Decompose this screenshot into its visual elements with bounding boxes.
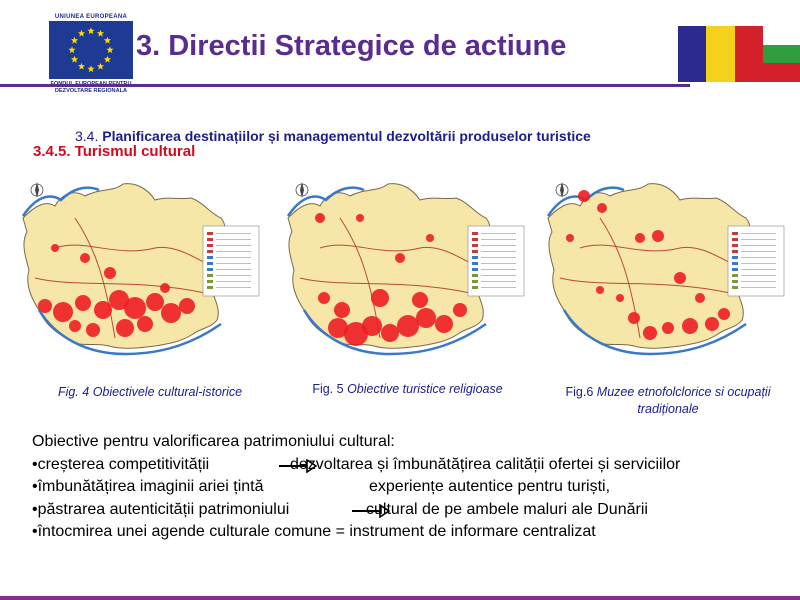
map-religious-icon <box>280 178 530 373</box>
list-item <box>32 499 648 522</box>
objective-left: •creșterea competitivității <box>32 455 210 473</box>
list-item <box>32 476 611 499</box>
legend-swatch <box>207 232 213 235</box>
legend-swatch <box>207 244 213 247</box>
eu-logo <box>45 14 137 95</box>
legend-swatch <box>732 262 738 265</box>
site-marker <box>104 267 116 279</box>
page-title: 3. Directii Strategice de actiune <box>136 30 567 62</box>
site-marker <box>616 294 624 302</box>
figure-caption <box>285 381 530 398</box>
site-marker <box>635 233 645 243</box>
site-marker <box>160 283 170 293</box>
figure-text: Obiective turistice religioase <box>347 382 503 396</box>
legend-swatch <box>732 256 738 259</box>
map-ethnographic-museums-icon <box>540 178 790 373</box>
site-marker <box>682 318 698 334</box>
legend-swatch <box>472 250 478 253</box>
site-marker <box>371 289 389 307</box>
eu-flag-icon <box>49 21 133 79</box>
map-cultural-historical-icon <box>15 178 265 373</box>
site-marker <box>596 286 604 294</box>
site-marker <box>161 303 181 323</box>
site-marker <box>695 293 705 303</box>
figure-caption <box>558 384 778 418</box>
county-area <box>548 184 750 349</box>
site-marker <box>566 234 574 242</box>
legend-swatch <box>472 262 478 265</box>
site-marker <box>597 203 607 213</box>
map-legend <box>468 226 524 296</box>
site-marker <box>80 253 90 263</box>
site-marker <box>381 324 399 342</box>
section-heading <box>75 128 591 144</box>
subsection-heading: 3.4.5. Turismul cultural <box>33 143 196 160</box>
legend-swatch <box>472 280 478 283</box>
bulgaria-flag-icon <box>763 26 800 82</box>
figure-caption <box>30 384 270 401</box>
objective-right: dezvoltarea și îmbunătățirea calității ofertei și serviciilor <box>290 455 681 473</box>
legend-swatch <box>732 268 738 271</box>
figure-number: Fig. 4 <box>57 385 90 399</box>
section-number: 3.4. <box>75 128 99 144</box>
flag-stripe <box>763 26 800 45</box>
objective-left: •întocmirea unei agende culturale comune = instrument de informare centralizat <box>32 523 596 540</box>
title-divider <box>0 84 690 87</box>
site-marker <box>652 230 664 242</box>
site-marker <box>124 297 146 319</box>
legend-swatch <box>207 280 213 283</box>
figure-number: Fig. 5 <box>312 382 344 396</box>
site-marker <box>137 316 153 332</box>
site-marker <box>116 319 134 337</box>
fund-label-2: DEZVOLTARE REGIONALA <box>54 88 128 94</box>
legend-swatch <box>207 274 213 277</box>
legend-swatch <box>472 238 478 241</box>
site-marker <box>578 190 590 202</box>
site-marker <box>705 317 719 331</box>
legend-swatch <box>732 286 738 289</box>
site-marker <box>75 295 91 311</box>
figure-text: Obiectivele cultural-istorice <box>92 385 243 399</box>
site-marker <box>51 244 59 252</box>
site-marker <box>315 213 325 223</box>
site-marker <box>179 298 195 314</box>
legend-swatch <box>472 274 478 277</box>
objective-left: •îmbunătățirea imaginii ariei țintă <box>32 478 264 495</box>
site-marker <box>397 315 419 337</box>
objectives-intro: Obiective pentru valorificarea patrimoniului cultural: <box>32 433 395 450</box>
flag-stripe <box>763 63 800 82</box>
legend-swatch <box>732 244 738 247</box>
flag-stripe <box>678 26 706 82</box>
objective-right: experiențe autentice pentru turiști, <box>369 478 611 495</box>
site-marker <box>356 214 364 222</box>
county-area <box>288 184 490 349</box>
site-marker <box>674 272 686 284</box>
objectives-block <box>32 431 681 544</box>
flag-stripe <box>735 26 763 82</box>
legend-swatch <box>207 262 213 265</box>
figure-number: Fig.6 <box>565 385 594 399</box>
site-marker <box>318 292 330 304</box>
flag-stripe <box>706 26 734 82</box>
footer-divider <box>0 596 800 600</box>
site-marker <box>453 303 467 317</box>
legend-swatch <box>732 238 738 241</box>
legend-swatch <box>207 250 213 253</box>
site-marker <box>718 308 730 320</box>
site-marker <box>412 292 428 308</box>
site-marker <box>662 322 674 334</box>
legend-swatch <box>207 256 213 259</box>
country-flags-icon <box>678 26 800 82</box>
legend-swatch <box>207 268 213 271</box>
site-marker <box>38 299 52 313</box>
site-marker <box>69 320 81 332</box>
legend-swatch <box>472 286 478 289</box>
legend-swatch <box>472 268 478 271</box>
site-marker <box>146 293 164 311</box>
map-legend <box>728 226 784 296</box>
list-item <box>32 454 681 477</box>
site-marker <box>416 308 436 328</box>
site-marker <box>362 316 382 336</box>
legend-swatch <box>732 232 738 235</box>
list-item <box>32 521 596 544</box>
site-marker <box>53 302 73 322</box>
legend-swatch <box>472 232 478 235</box>
objective-left: •păstrarea autenticității patrimoniului <box>32 500 290 518</box>
eu-label: UNIUNEA EUROPEANA <box>54 14 128 20</box>
site-marker <box>435 315 453 333</box>
legend-swatch <box>732 250 738 253</box>
legend-swatch <box>472 244 478 247</box>
legend-swatch <box>732 280 738 283</box>
flag-stripe <box>763 45 800 64</box>
site-marker <box>628 312 640 324</box>
legend-swatch <box>732 274 738 277</box>
map-legend <box>203 226 259 296</box>
site-marker <box>643 326 657 340</box>
legend-swatch <box>472 256 478 259</box>
site-marker <box>426 234 434 242</box>
legend-swatch <box>207 286 213 289</box>
objective-right: cultural de pe ambele maluri ale Dunării <box>366 500 648 518</box>
site-marker <box>395 253 405 263</box>
figure-text: Muzee etnofolclorice si ocupații tradiționale <box>596 385 771 416</box>
site-marker <box>334 302 350 318</box>
site-marker <box>86 323 100 337</box>
site-marker <box>94 301 112 319</box>
section-title: Planificarea destinațiilor și managementul dezvoltării produselor turistice <box>102 128 591 144</box>
legend-swatch <box>207 238 213 241</box>
